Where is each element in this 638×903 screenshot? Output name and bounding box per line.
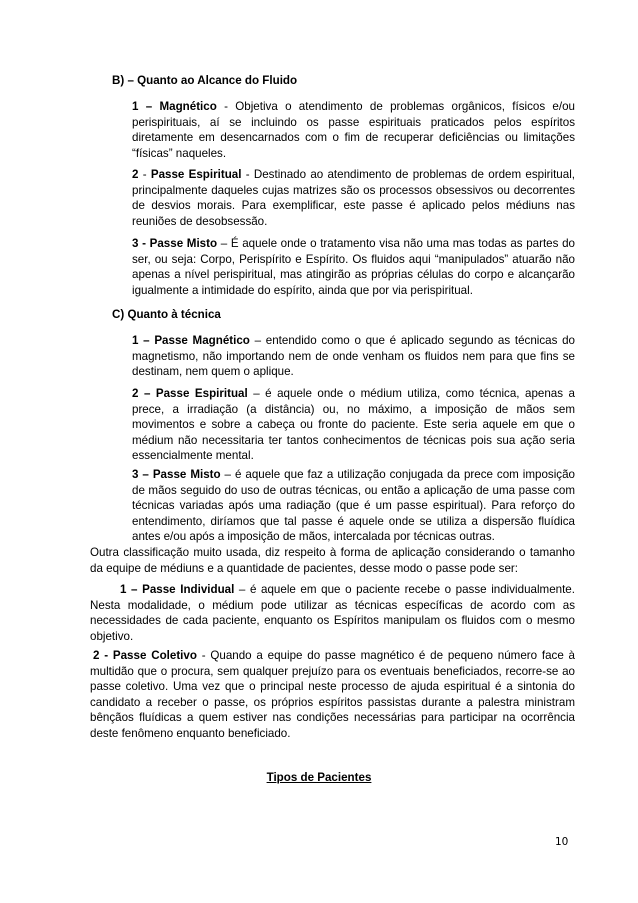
tipos-de-pacientes-heading: Tipos de Pacientes [266, 771, 372, 784]
item-label: 3 – Passe Misto [132, 468, 221, 481]
item-label: 3 - Passe Misto [132, 237, 218, 250]
section-c-item-1 [132, 333, 575, 380]
section-b-item-1 [132, 99, 575, 161]
item-text: – entendido como o que é aplicado segundo as técnicas do magnetismo, não importando nem de onde venham os fluidos nem para que fins se destinam, nem quem o aplique. [132, 334, 576, 379]
item-separator: - [138, 168, 151, 181]
section-c-item-3 [132, 467, 575, 545]
item-label: 1 – Passe Individual [120, 583, 235, 596]
item-text: – é aquele onde o médium utiliza, como técnica, apenas a prece, a irradiação (a distância) ou, no máximo, a imposição de mãos sem movimentos e sobre a cabeça ou fronte do paciente. Este seria aquele em que o médium não necessitaria ter tantos conhecimentos de técnicas pois sua ação seria essencialmente mental. [132, 387, 575, 463]
passe-coletivo-paragraph [90, 648, 575, 742]
section-c-item-2 [132, 386, 575, 464]
page-number: 10 [555, 836, 569, 848]
item-text: – é aquele que faz a utilização conjugada da prece com imposição de mãos seguido do uso de outras técnicas, ou então a aplicação de uma passe com técnicas variadas após uma radiação (que é um passe espiritual). Para reforço do entendimento, diríamos que tal passe é aquele onde se utiliza a dispersão fluídica antes e/ou após a imposição de mãos, intercalada por técnicas outras. [132, 468, 575, 544]
section-b-item-3 [132, 236, 575, 298]
item-label: 2 - Passe Coletivo [93, 649, 197, 662]
item-label: 1 – Magnético [132, 100, 217, 113]
section-b-heading: B) – Quanto ao Alcance do Fluido [112, 74, 298, 87]
section-c-heading: C) Quanto à técnica [112, 308, 221, 321]
item-text: - Quando a equipe do passe magnético é de pequeno número face à multidão que o procura, sem qualquer prejuízo para os eventuais beneficiados, recorre-se ao passe coletivo. Uma vez que o principal neste processo de ajuda espiritual é a sintonia do candidato a receber o passe, os próprios espíritos passistas durante a palestra ministram bênçãos fluídicas a quem estiver nas condições necessárias para participar na ocorrência deste fenômeno enquanto beneficiado. [90, 649, 576, 740]
item-label: 1 – Passe Magnético [132, 334, 250, 347]
item-text: – É aquele onde o tratamento visa não uma mas todas as partes do ser, ou seja: Corpo, Perispírito e Espírito. Os fluidos aqui “manipulados” atuarão não apenas a nível perispiritual, mas atingirão as próprias células do corpo e alcançarão igualmente a intimidade do espírito, ainda que por via perispiritual. [132, 237, 575, 297]
item-number: 2 [132, 168, 139, 181]
section-b-item-2 [132, 167, 575, 229]
item-text: - Objetiva o atendimento de problemas orgânicos, físicos e/ou perispirituais, aí se incluindo os passe espirituais praticados pelos espíritos diretamente em desencarnados com o fim de recuperar deficiências ou limitações “físicas” naqueles. [132, 100, 575, 160]
item-label: 2 – Passe Espiritual [132, 387, 248, 400]
item-text: - Destinado ao atendimento de problemas de ordem espiritual, principalmente daqueles cujas matrizes são os processos obsessivos ou decorrentes de desvios morais. Para exemplificar, este passe é aplicado pelos médiuns nas reuniões de desobsessão. [132, 168, 575, 228]
passe-individual-paragraph [90, 582, 575, 644]
item-label: Passe Espiritual [150, 168, 242, 181]
intro-paragraph: Outra classificação muito usada, diz respeito à forma de aplicação considerando o tamanho da equipe de médiuns e a quantidade de pacientes, desse modo o passe pode ser: [90, 546, 575, 575]
item-text: – é aquele em que o paciente recebe o passe individualmente. Nesta modalidade, o médium pode utilizar as técnicas específicas de acordo com as necessidades de cada paciente, enquanto os Espíritos manipulam os fluidos com o mesmo objetivo. [90, 583, 575, 643]
